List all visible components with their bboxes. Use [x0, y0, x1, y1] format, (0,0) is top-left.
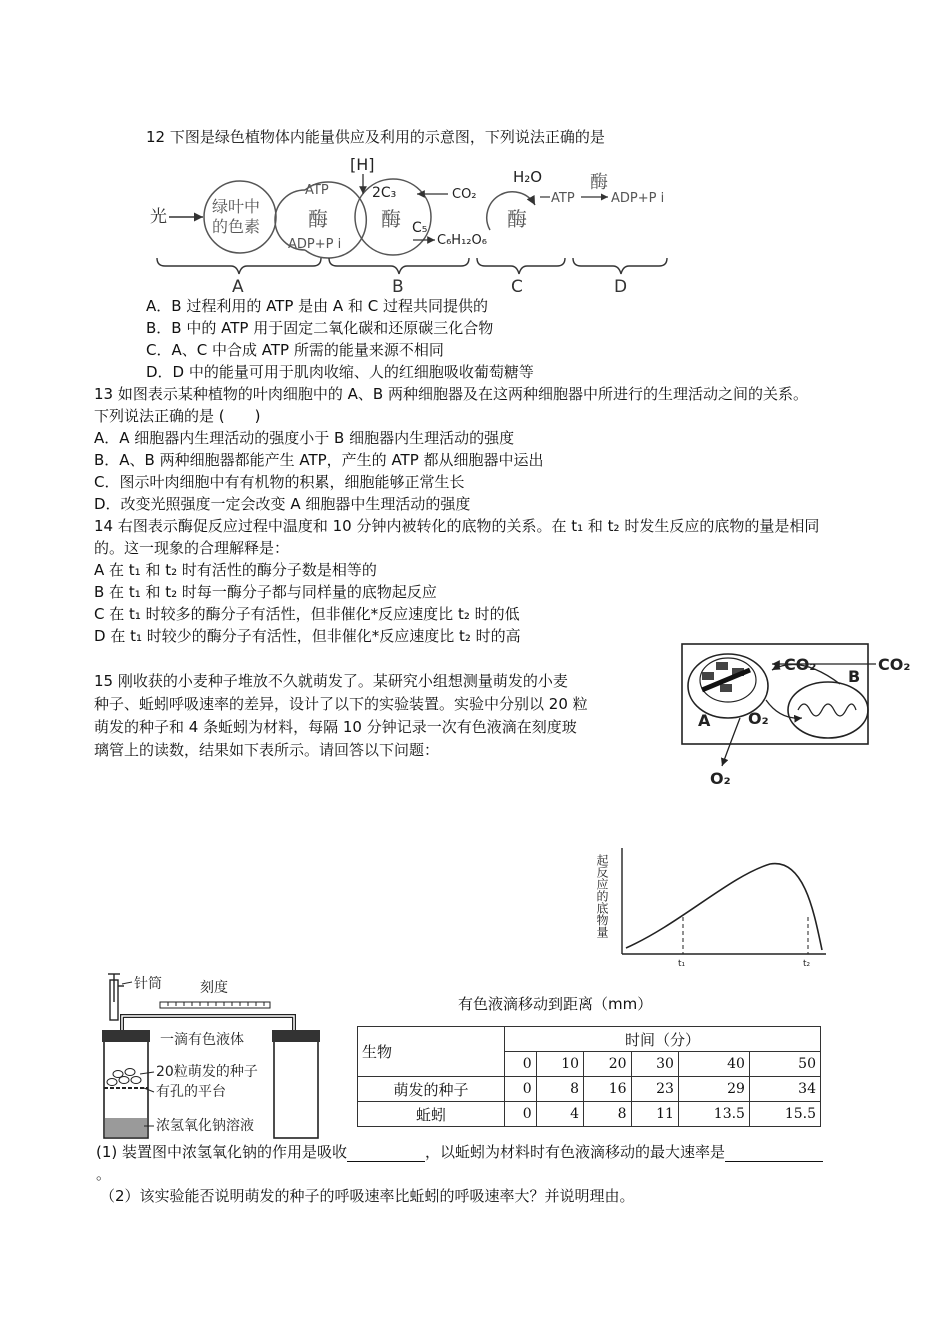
respiration-data-table [357, 1026, 821, 1127]
o2-inner-arrow [766, 700, 802, 718]
q12-stem: 12 下图是绿色植物体内能量供应及利用的示意图，下列说法正确的是 [146, 128, 605, 146]
table-row [358, 1102, 821, 1127]
c3-label: 2C₃ [372, 185, 397, 201]
c5-label: C₅ [412, 220, 428, 236]
q12-option-d: D．D 中的能量可用于肌肉收缩、人的红细胞吸收葡萄糖等 [146, 363, 534, 381]
pigment-line2: 的色素 [212, 217, 261, 236]
organism-header: 生物 [358, 1027, 505, 1077]
table-header-row [358, 1027, 821, 1052]
enzyme-label-3: 酶 [507, 207, 527, 231]
seed-5 [107, 1079, 117, 1086]
q13-option-a: A．A 细胞器内生理活动的强度小于 B 细胞器内生理活动的强度 [94, 429, 515, 447]
table-cell: 0 [505, 1077, 537, 1102]
q13-organelle-diagram [680, 640, 920, 788]
table-cell: 4 [536, 1102, 583, 1127]
answer-blank-2[interactable] [725, 1145, 823, 1162]
q12-option-b: B．B 中的 ATP 用于固定二氧化碳和还原碳三化合物 [146, 319, 494, 337]
table-row [358, 1077, 821, 1102]
enzyme-label-2: 酶 [381, 207, 401, 231]
process-label-d: D [614, 277, 628, 296]
h-label: [H] [350, 155, 375, 174]
q13-option-c: C．图示叶肉细胞中有有机物的积累，细胞能够正常生长 [94, 473, 465, 491]
table-cell: 15.5 [749, 1102, 820, 1127]
grana-stack-1 [716, 662, 728, 670]
seed-2 [125, 1069, 135, 1076]
glass-tube-inner [122, 1016, 294, 1032]
q12-option-a: A．B 过程利用的 ATP 是由 A 和 C 过程共同提供的 [146, 297, 488, 315]
syringe-label: 针筒 [134, 976, 162, 992]
table-cell: 0 [505, 1102, 537, 1127]
enzyme-curve-line [626, 864, 822, 950]
q15-stem-line2: 种子、蚯蚓呼吸速率的差异，设计了以下的实验装置。实验中分别以 20 粒 [94, 695, 588, 713]
pigment-line1: 绿叶中 [212, 197, 261, 216]
grana-stack-3 [720, 684, 732, 692]
organelle-label-a: A [698, 711, 711, 730]
platform-label: 有孔的平台 [156, 1084, 226, 1100]
table-cell: 13.5 [678, 1102, 749, 1127]
o2-outer-label: O₂ [710, 769, 731, 788]
naoh-solution [105, 1118, 147, 1137]
time-cell: 40 [678, 1052, 749, 1077]
q15-stem-line3: 萌发的种子和 4 条蚯蚓为材料，每隔 10 分钟记录一次有色液滴在刻度玻 [94, 718, 577, 736]
q15-stem-line4: 璃管上的读数，结果如下表所示。请回答以下问题： [94, 741, 440, 759]
q12-option-c: C．A、C 中合成 ATP 所需的能量来源不相同 [146, 341, 444, 359]
q14-enzyme-curve [590, 842, 830, 972]
q15-question-1 [96, 1142, 823, 1162]
scale-label: 刻度 [200, 980, 228, 996]
table-cell: 8 [536, 1077, 583, 1102]
q14-stem-line1: 14 右图表示酶促反应过程中温度和 10 分钟内被转化的底物的关系。在 t₁ 和 t₂ 时发生反应的底物的量是相同 [94, 517, 820, 535]
q15-question-2: （2）该实验能否说明萌发的种子的呼吸速率比蚯蚓的呼吸速率大？并说明理由。 [100, 1187, 635, 1205]
t2-tick-label: t₂ [803, 959, 811, 969]
h2o-label: H₂O [513, 168, 543, 186]
brace-a [157, 258, 321, 274]
q12-energy-diagram [145, 150, 685, 296]
co2-label: CO₂ [452, 187, 477, 202]
table-title: 有色液滴移动到距离（mm） [458, 995, 653, 1013]
seeds-pointer [140, 1072, 154, 1074]
q1-end-mark: 。 [96, 1165, 112, 1183]
q14-stem-line2: 的。这一现象的合理解释是： [94, 539, 290, 557]
q1-text-part1: (1) 装置图中浓氢氧化钠的作用是吸收 [96, 1143, 348, 1161]
q13-option-d: D．改变光照强度一定会改变 A 细胞器中生理活动的强度 [94, 495, 471, 513]
seed-4 [131, 1077, 141, 1084]
atp-label-2: ATP [551, 191, 575, 206]
q15-stem-line1: 15 刚收获的小麦种子堆放不久就萌发了。某研究小组想测量萌发的小麦 [94, 672, 568, 690]
q13-stem-line1: 13 如图表示某种植物的叶肉细胞中的 A、B 两种细胞器及在这两种细胞器中所进行的生理活动之间的关系。 [94, 385, 808, 403]
row-name-seeds: 萌发的种子 [358, 1077, 505, 1102]
answer-blank-1[interactable] [347, 1145, 425, 1162]
row-name-earthworm: 蚯蚓 [358, 1102, 505, 1127]
table-cell: 23 [631, 1077, 678, 1102]
enzyme-label-1: 酶 [308, 207, 328, 231]
time-cell: 0 [505, 1052, 537, 1077]
atp-label-1: ATP [305, 183, 329, 198]
platform-pointer [144, 1088, 154, 1092]
q14-option-c: C 在 t₁ 时较多的酶分子有活性，但非催化*反应速度比 t₂ 时的低 [94, 605, 520, 623]
y-axis-label: 起反应的底物量 [595, 854, 609, 938]
co2-outer-label: CO₂ [878, 655, 911, 674]
adp-label-2: ADP+P i [611, 191, 665, 206]
q1-text-part2: ，以蚯蚓为材料时有色液滴移动的最大速率是 [425, 1143, 726, 1161]
organelle-label-b: B [848, 667, 861, 686]
mitochondrion-cristae [798, 704, 856, 716]
seed-3 [119, 1077, 129, 1084]
o2-outer-arrow [722, 718, 740, 766]
light-label: 光 [150, 207, 167, 227]
table-cell: 34 [749, 1077, 820, 1102]
q13-option-b: B．A、B 两种细胞器都能产生 ATP，产生的 ATP 都从细胞器中运出 [94, 451, 544, 469]
glucose-label: C₆H₁₂O₆ [437, 233, 487, 248]
glass-tube [122, 1016, 294, 1032]
brace-b [329, 258, 469, 274]
brace-d [573, 258, 667, 274]
drop-label: 一滴有色液体 [160, 1032, 244, 1048]
co2-inner-label: CO₂ [784, 655, 817, 674]
o2-inner-label: O₂ [748, 709, 769, 728]
process-label-c: C [511, 277, 523, 296]
adp-label-1: ADP+P i [288, 237, 342, 252]
t1-tick-label: t₁ [678, 959, 686, 969]
q14-option-a: A 在 t₁ 和 t₂ 时有活性的酶分子数是相等的 [94, 561, 377, 579]
left-stopper [102, 1030, 150, 1042]
q14-option-b: B 在 t₁ 和 t₂ 时每一酶分子都与同样量的底物起反应 [94, 583, 437, 601]
q13-stem-line2: 下列说法正确的是 ( ) [94, 407, 261, 425]
naoh-label: 浓氢氧化钠溶液 [156, 1118, 254, 1134]
scale-ticks [168, 1002, 264, 1006]
enzyme-label-4: 酶 [590, 172, 608, 193]
q15-apparatus-diagram [98, 972, 358, 1142]
table-cell: 16 [584, 1077, 631, 1102]
right-test-tube [274, 1034, 318, 1138]
time-cell: 20 [584, 1052, 631, 1077]
time-header: 时间（分） [505, 1027, 821, 1052]
time-cell: 10 [536, 1052, 583, 1077]
table-cell: 29 [678, 1077, 749, 1102]
time-cell: 30 [631, 1052, 678, 1077]
brace-c [477, 258, 565, 274]
q14-option-d: D 在 t₁ 时较少的酶分子有活性，但非催化*反应速度比 t₂ 时的高 [94, 627, 521, 645]
process-label-b: B [392, 277, 404, 296]
syringe-pointer [122, 982, 132, 984]
seeds-label: 20粒萌发的种子 [156, 1064, 258, 1080]
right-stopper [272, 1030, 320, 1042]
grana-stack-4 [702, 672, 714, 680]
table-cell: 8 [584, 1102, 631, 1127]
process-label-a: A [232, 277, 244, 296]
time-cell: 50 [749, 1052, 820, 1077]
table-cell: 11 [631, 1102, 678, 1127]
